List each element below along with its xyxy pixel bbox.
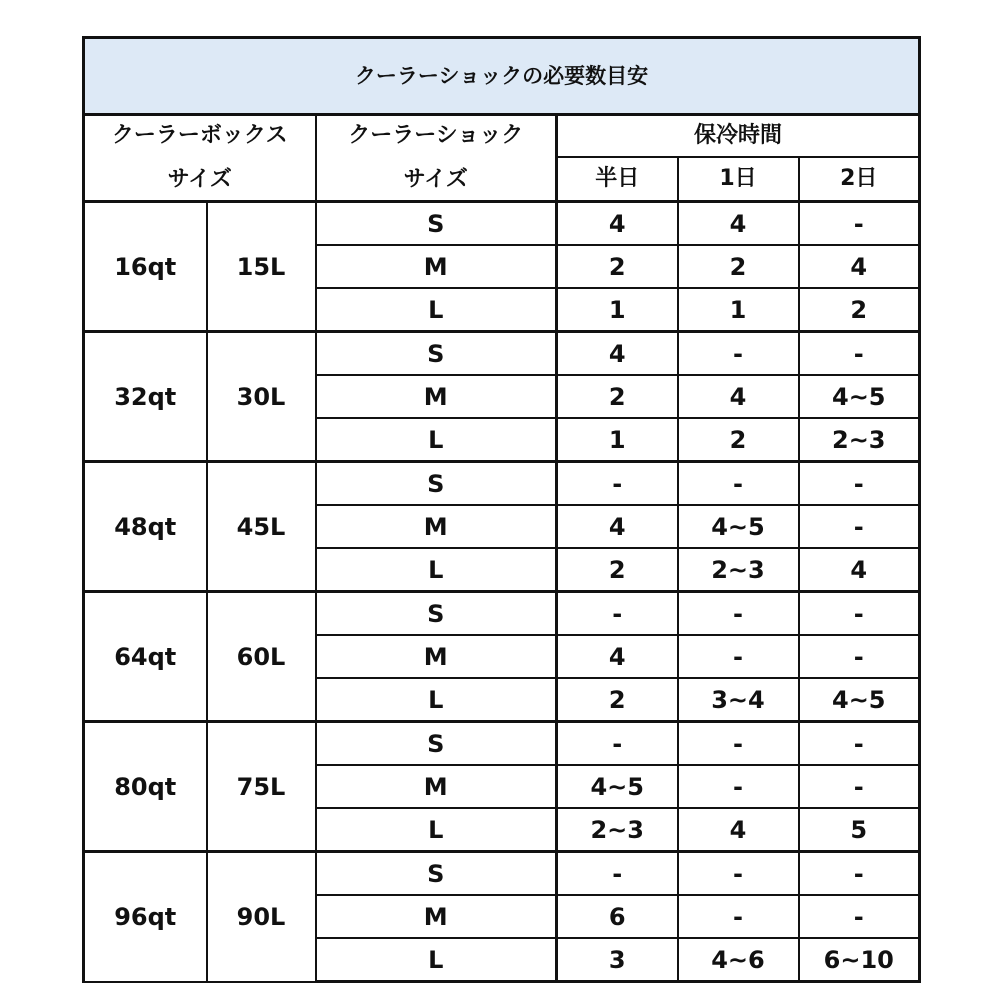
two-day-cell: - bbox=[799, 895, 920, 938]
shock-size-cell: S bbox=[316, 462, 557, 506]
one-day-cell: 3~4 bbox=[678, 678, 799, 722]
two-day-cell: - bbox=[799, 722, 920, 766]
liter-size-cell: 75L bbox=[207, 722, 316, 852]
liter-size-cell: 30L bbox=[207, 332, 316, 462]
one-day-cell: 2~3 bbox=[678, 548, 799, 592]
half-day-cell: 4~5 bbox=[557, 765, 678, 808]
two-day-cell: - bbox=[799, 592, 920, 636]
box-size-header-line1: クーラーボックス bbox=[111, 123, 288, 148]
table-row bbox=[84, 852, 920, 896]
two-day-cell: - bbox=[799, 852, 920, 896]
half-day-cell: 2~3 bbox=[557, 808, 678, 852]
half-day-cell: - bbox=[557, 852, 678, 896]
two-day-cell: 4 bbox=[799, 548, 920, 592]
retention-time-header: 保冷時間 bbox=[557, 115, 920, 158]
quart-size-cell: 64qt bbox=[84, 592, 207, 722]
two-day-cell: 2~3 bbox=[799, 418, 920, 462]
liter-size-cell: 45L bbox=[207, 462, 316, 592]
half-day-cell: 1 bbox=[557, 288, 678, 332]
half-day-cell: 4 bbox=[557, 635, 678, 678]
table-row bbox=[84, 332, 920, 376]
shock-size-cell: S bbox=[316, 332, 557, 376]
half-day-cell: 4 bbox=[557, 202, 678, 246]
shock-size-cell: M bbox=[316, 505, 557, 548]
shock-size-cell: L bbox=[316, 938, 557, 982]
quart-size-cell: 48qt bbox=[84, 462, 207, 592]
shock-size-cell: L bbox=[316, 418, 557, 462]
two-day-cell: 4~5 bbox=[799, 375, 920, 418]
one-day-cell: 4~5 bbox=[678, 505, 799, 548]
one-day-cell: 4~6 bbox=[678, 938, 799, 982]
two-day-cell: 4~5 bbox=[799, 678, 920, 722]
quart-size-cell: 32qt bbox=[84, 332, 207, 462]
one-day-cell: - bbox=[678, 592, 799, 636]
two-day-header: 2日 bbox=[799, 157, 920, 202]
quart-size-cell: 96qt bbox=[84, 852, 207, 982]
two-day-cell: - bbox=[799, 765, 920, 808]
one-day-cell: - bbox=[678, 635, 799, 678]
table-row bbox=[84, 592, 920, 636]
shock-size-cell: M bbox=[316, 635, 557, 678]
two-day-cell: 5 bbox=[799, 808, 920, 852]
half-day-cell: 1 bbox=[557, 418, 678, 462]
shock-size-cell: S bbox=[316, 722, 557, 766]
shock-size-cell: S bbox=[316, 852, 557, 896]
half-day-cell: 2 bbox=[557, 548, 678, 592]
half-day-cell: 3 bbox=[557, 938, 678, 982]
liter-size-cell: 15L bbox=[207, 202, 316, 332]
half-day-cell: 2 bbox=[557, 678, 678, 722]
liter-size-cell: 60L bbox=[207, 592, 316, 722]
one-day-cell: 2 bbox=[678, 245, 799, 288]
half-day-cell: - bbox=[557, 592, 678, 636]
shock-size-header bbox=[316, 115, 557, 202]
box-size-header bbox=[84, 115, 316, 202]
two-day-cell: - bbox=[799, 505, 920, 548]
shock-size-cell: L bbox=[316, 288, 557, 332]
two-day-cell: 2 bbox=[799, 288, 920, 332]
two-day-cell: - bbox=[799, 462, 920, 506]
half-day-cell: 4 bbox=[557, 332, 678, 376]
shock-size-cell: M bbox=[316, 765, 557, 808]
table-row bbox=[84, 462, 920, 506]
quart-size-cell: 80qt bbox=[84, 722, 207, 852]
table-title: クーラーショックの必要数目安 bbox=[84, 38, 920, 115]
one-day-cell: 1 bbox=[678, 288, 799, 332]
shock-size-cell: L bbox=[316, 808, 557, 852]
one-day-cell: - bbox=[678, 895, 799, 938]
ice-pack-table bbox=[82, 36, 921, 983]
two-day-cell: 6~10 bbox=[799, 938, 920, 982]
shock-size-cell: M bbox=[316, 895, 557, 938]
one-day-cell: - bbox=[678, 722, 799, 766]
one-day-cell: - bbox=[678, 765, 799, 808]
one-day-header: 1日 bbox=[678, 157, 799, 202]
shock-size-cell: L bbox=[316, 678, 557, 722]
half-day-cell: - bbox=[557, 462, 678, 506]
half-day-header: 半日 bbox=[557, 157, 678, 202]
liter-size-cell: 90L bbox=[207, 852, 316, 982]
one-day-cell: 4 bbox=[678, 808, 799, 852]
half-day-cell: 2 bbox=[557, 375, 678, 418]
shock-size-cell: S bbox=[316, 202, 557, 246]
shock-size-cell: S bbox=[316, 592, 557, 636]
half-day-cell: 2 bbox=[557, 245, 678, 288]
two-day-cell: - bbox=[799, 332, 920, 376]
one-day-cell: 2 bbox=[678, 418, 799, 462]
half-day-cell: 4 bbox=[557, 505, 678, 548]
shock-size-header-line1: クーラーショック bbox=[348, 123, 524, 148]
shock-size-cell: L bbox=[316, 548, 557, 592]
half-day-cell: 6 bbox=[557, 895, 678, 938]
box-size-header-line2: サイズ bbox=[167, 167, 232, 192]
table-row bbox=[84, 722, 920, 766]
one-day-cell: - bbox=[678, 462, 799, 506]
one-day-cell: 4 bbox=[678, 375, 799, 418]
shock-size-cell: M bbox=[316, 375, 557, 418]
one-day-cell: - bbox=[678, 852, 799, 896]
shock-size-header-line2: サイズ bbox=[403, 167, 468, 192]
one-day-cell: - bbox=[678, 332, 799, 376]
quart-size-cell: 16qt bbox=[84, 202, 207, 332]
two-day-cell: - bbox=[799, 202, 920, 246]
shock-size-cell: M bbox=[316, 245, 557, 288]
two-day-cell: 4 bbox=[799, 245, 920, 288]
half-day-cell: - bbox=[557, 722, 678, 766]
table-row bbox=[84, 202, 920, 246]
two-day-cell: - bbox=[799, 635, 920, 678]
one-day-cell: 4 bbox=[678, 202, 799, 246]
